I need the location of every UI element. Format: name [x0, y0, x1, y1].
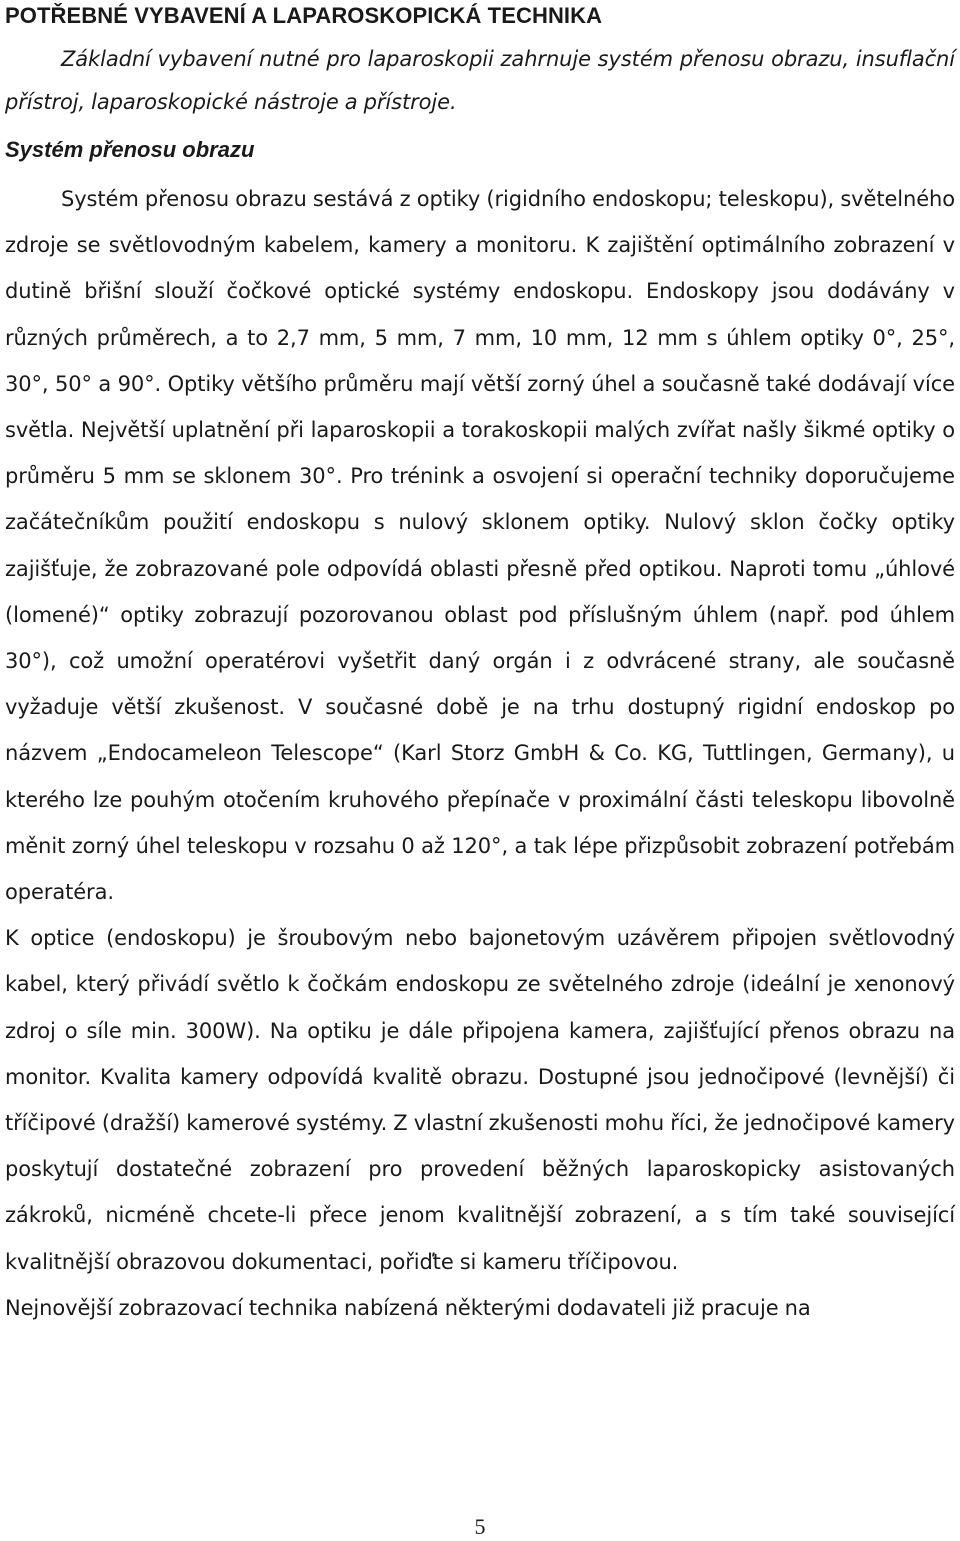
section-title: Systém přenosu obrazu: [5, 137, 255, 162]
intro-paragraph: Základní vybavení nutné pro laparoskopii zahrnuje systém přenosu obrazu, insuflační přístroj, laparoskopické nástroje a přístroje.: [5, 47, 955, 114]
body-paragraph: Systém přenosu obrazu sestává z optiky (rigidního endoskopu; teleskopu), světelného zdroje se světlovodným kabelem, kamery a monitoru. K zajištění optimálního zobrazení v dutině břišní slouží čočkové optické systémy endoskopu. Endoskopy jsou dodávány v různých průměrech, a to 2,7 mm, 5 mm, 7 mm, 10 mm, 12 mm s úhlem optiky 0°, 25°, 30°, 50° a 90°. Optiky většího průměru mají větší zorný úhel a současně také dodávají více světla. Největší uplatnění při laparoskopii a torakoskopii malých zvířat našly šikmé optiky o průměru 5 mm se sklonem 30°. Pro trénink a osvojení si operační techniky doporučujeme začátečníkům použití endoskopu s nulový sklonem optiky. Nulový sklon čočky optiky zajišťuje, že zobrazované pole odpovídá oblasti přesně před optikou. Naproti tomu „úhlové (lomené)“ optiky zobrazují pozorovanou oblast pod příslušným úhlem (např. pod úhlem 30°), což umožní operatérovi vyšetřit daný orgán i z odvrácené strany, ale současně vyžaduje větší zkušenost. V současné době je na trhu dostupný rigidní endoskop po názvem „Endocameleon Telescope“ (Karl Storz GmbH & Co. KG, Tuttlingen, Germany), u kterého lze pouhým otočením kruhového přepínače v proximální části teleskopu libovolně měnit zorný úhel teleskopu v rozsahu 0 až 120°, a tak lépe přizpůsobit zobrazení potřebám operatéra.: [5, 187, 955, 905]
body-paragraph: K optice (endoskopu) je šroubovým nebo bajonetovým uzávěrem připojen světlovodný kabel, který přivádí světlo k čočkám endoskopu ze světelného zdroje (ideální je xenonový zdroj o síle min. 300W). Na optiku je dále připojena kamera, zajišťující přenos obrazu na monitor. Kvalita kamery odpovídá kvalitě obrazu. Dostupné jsou jednočipové (levnější) či tříčipové (dražší) kamerové systémy. Z vlastní zkušenosti mohu říci, že jednočipové kamery poskytují dostatečné zobrazení pro provedení běžných laparoskopicky asistovaných zákroků, nicméně chcete-li přece jenom kvalitnější zobrazení, a s tím také související kvalitnější obrazovou dokumentaci, pořiďte si kameru tříčipovou.: [5, 926, 955, 1274]
page-number: 5: [474, 1514, 486, 1539]
body-paragraph: Nejnovější zobrazovací technika nabízená některými dodavateli již pracuje na: [5, 1295, 811, 1320]
document-page: [5, 0, 955, 1331]
page-heading: POTŘEBNÉ VYBAVENÍ A LAPAROSKOPICKÁ TECHNIKA: [5, 3, 603, 28]
